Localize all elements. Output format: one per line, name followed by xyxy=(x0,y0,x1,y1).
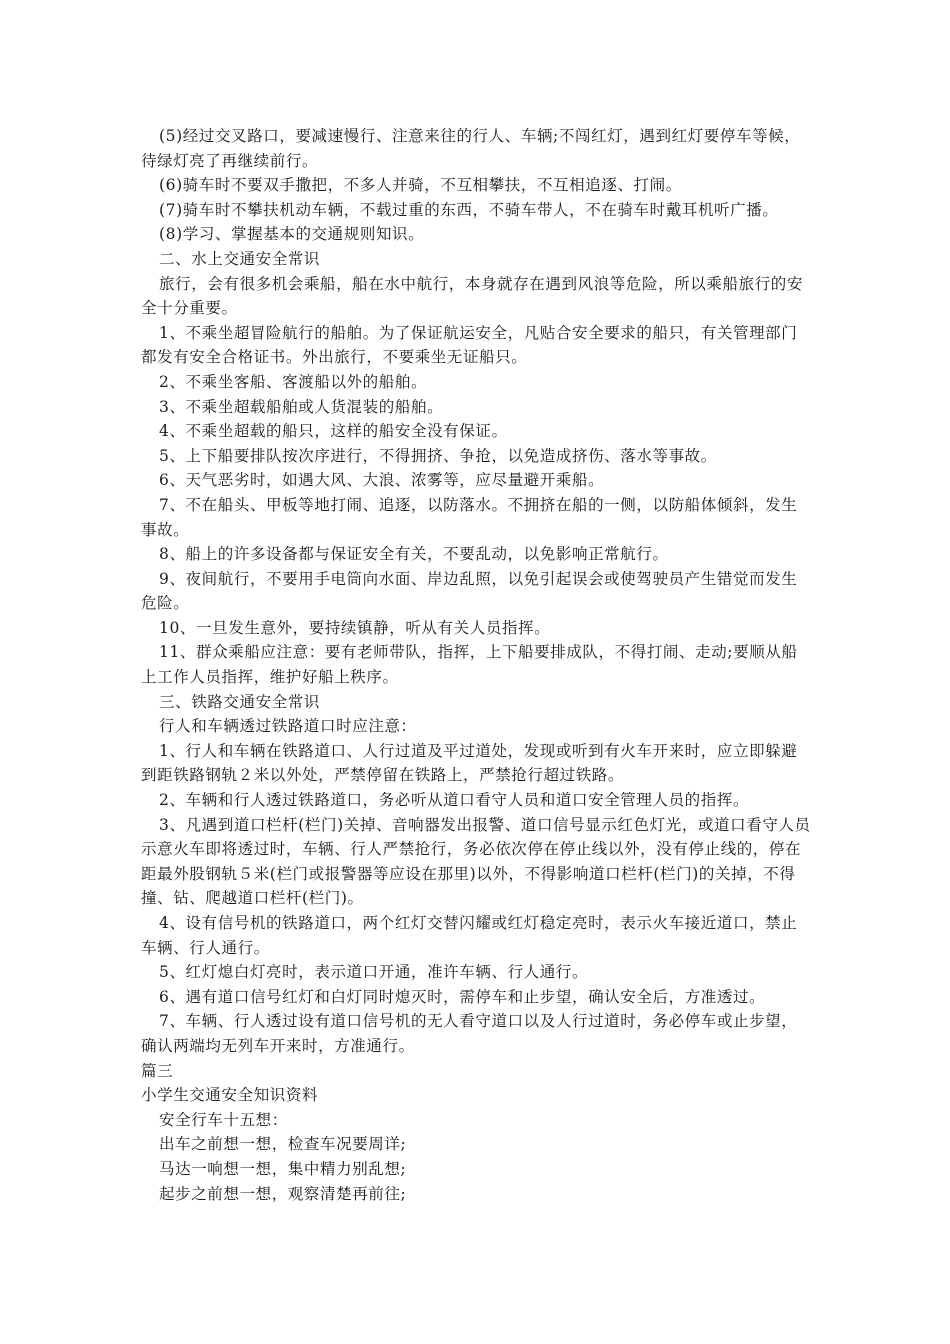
paragraph: 出车之前想一想，检查车况要周详; xyxy=(159,1135,407,1154)
paragraph: (5)经过交叉路口，要减速慢行、注意来往的行人、车辆;不闯红灯，遇到红灯要停车等候，待绿灯亮了再继续前行。 xyxy=(141,127,801,170)
paragraph: 行人和车辆透过铁路道口时应注意： xyxy=(159,717,417,736)
paragraph: 3、凡遇到道口栏杆(栏门)关掉、音响器发出报警、道口信号显示红色灯光，或道口看守人员示意火车即将透过时，车辆、行人严禁抢行，务必依次停在停止线以外，没有停止线的，停在距最外股钢轨５米(栏门或报警器等应设在那里)以外，不得影响道口栏杆(栏门)的关掉，不得撞、钻、爬越道口栏杆(栏门)。 xyxy=(141,815,811,908)
paragraph: 4、不乘坐超载的船只，这样的船安全没有保证。 xyxy=(159,422,508,441)
paragraph: 安全行车十五想： xyxy=(159,1110,288,1129)
paragraph: (6)骑车时不要双手撒把，不多人并骑，不互相攀扶，不互相追逐、打闹。 xyxy=(159,176,682,195)
paragraph: 5、红灯熄白灯亮时，表示道口开通，准许车辆、行人通行。 xyxy=(159,963,589,982)
paragraph: (7)骑车时不攀扶机动车辆，不载过重的东西，不骑车带人，不在骑车时戴耳机听广播。 xyxy=(159,200,779,219)
paragraph: 8、船上的许多设备都与保证安全有关，不要乱动，以免影响正常航行。 xyxy=(159,545,669,564)
paragraph: 6、天气恶劣时，如遇大风、大浪、浓雾等，应尽量避开乘船。 xyxy=(159,471,605,490)
paragraph: 1、不乘坐超冒险航行的船舶。为了保证航运安全，凡贴合安全要求的船只，有关管理部门都发有安全合格证书。外出旅行，不要乘坐无证船只。 xyxy=(141,323,798,367)
document-body xyxy=(141,124,811,1206)
paragraph: 7、不在船头、甲板等地打闹、追逐，以防落水。不拥挤在船的一侧，以防船体倾斜，发生事故。 xyxy=(141,495,798,539)
paragraph: 2、车辆和行人透过铁路道口，务必听从道口看守人员和道口安全管理人员的指挥。 xyxy=(159,791,750,810)
paragraph: 9、夜间航行，不要用手电筒向水面、岸边乱照，以免引起误会或使驾驶员产生错觉而发生危险。 xyxy=(141,569,798,613)
paragraph: 2、不乘坐客船、客渡船以外的船舶。 xyxy=(159,372,428,391)
paragraph: 篇三 xyxy=(141,1061,174,1080)
paragraph: 三、铁路交通安全常识 xyxy=(159,692,321,711)
paragraph: 3、不乘坐超载船舶或人货混装的船舶。 xyxy=(159,397,444,416)
paragraph: 二、水上交通安全常识 xyxy=(159,249,321,268)
paragraph: 7、车辆、行人透过设有道口信号机的无人看守道口以及人行过道时，务必停车或止步望，确认两端均无列车开来时，方准通行。 xyxy=(141,1012,798,1055)
paragraph: 6、遇有道口信号红灯和白灯同时熄灭时，需停车和止步望，确认安全后，方准透过。 xyxy=(159,987,766,1006)
paragraph: 旅行，会有很多机会乘船，船在水中航行，本身就存在遇到风浪等危险，所以乘船旅行的安全十分重要。 xyxy=(141,274,804,318)
paragraph: 起步之前想一想，观察清楚再前往; xyxy=(159,1184,407,1203)
paragraph: 11、群众乘船应注意：要有老师带队，指挥，上下船要排成队，不得打闹、走动;要顺从船上工作人员指挥，维护好船上秩序。 xyxy=(141,643,798,687)
paragraph: 10、一旦发生意外，要持续镇静，听从有关人员指挥。 xyxy=(159,618,551,637)
paragraph: 小学生交通安全知识资料 xyxy=(141,1086,319,1105)
paragraph: 1、行人和车辆在铁路道口、人行过道及平过道处，发现或听到有火车开来时，应立即躲避到距铁路钢轨２米以外处，严禁停留在铁路上，严禁抢行超过铁路。 xyxy=(141,741,798,785)
paragraph: 5、上下船要排队按次序进行，不得拥挤、争抢，以免造成挤伤、落水等事故。 xyxy=(159,446,717,465)
paragraph: 马达一响想一想，集中精力别乱想; xyxy=(159,1159,407,1178)
paragraph: 4、设有信号机的铁路道口，两个红灯交替闪耀或红灯稳定亮时，表示火车接近道口，禁止车辆、行人通行。 xyxy=(141,914,798,957)
paragraph: (8)学习、掌握基本的交通规则知识。 xyxy=(159,225,425,244)
